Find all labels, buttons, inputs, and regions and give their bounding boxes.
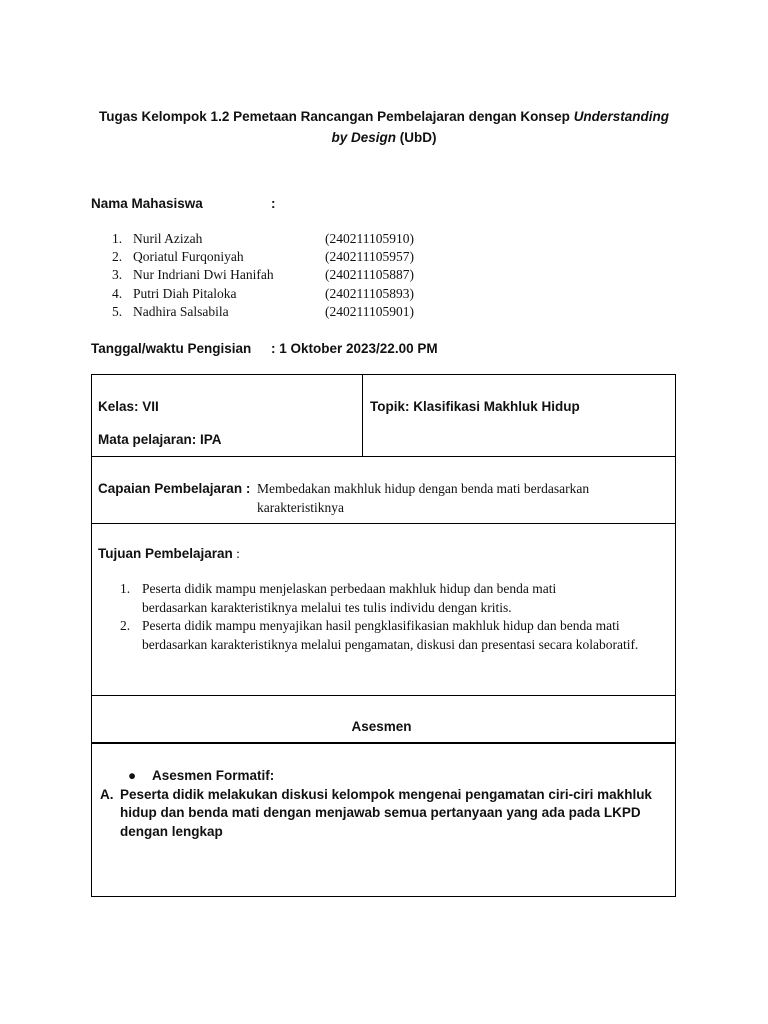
student-id: (240211105901) bbox=[325, 303, 414, 319]
topik-cell: Topik: Klasifikasi Makhluk Hidup bbox=[370, 399, 580, 414]
tujuan-heading bbox=[98, 546, 240, 562]
date-value: : 1 Oktober 2023/22.00 PM bbox=[271, 341, 438, 356]
row-divider bbox=[92, 523, 675, 524]
formatif-bullet-line bbox=[100, 767, 670, 786]
title-part1: Tugas Kelompok 1.2 Pemetaan Rancangan Pembelajaran dengan Konsep bbox=[99, 109, 574, 124]
title-italic-2: by Design bbox=[331, 130, 396, 145]
capaian-line: Membedakan makhluk hidup dengan benda mati berdasarkan bbox=[257, 481, 590, 496]
student-id: (240211105893) bbox=[325, 285, 414, 301]
title-italic-1: Understanding bbox=[573, 109, 669, 124]
formatif-item bbox=[100, 786, 670, 842]
document-title bbox=[86, 106, 682, 148]
list-item bbox=[120, 617, 662, 654]
date-label: Tanggal/waktu Pengisian bbox=[91, 341, 252, 356]
student-id: (240211105957) bbox=[325, 249, 414, 265]
student-name: Putri Diah Pitaloka bbox=[133, 285, 237, 301]
date-row bbox=[91, 341, 438, 356]
mapel-cell: Mata pelajaran: IPA bbox=[98, 432, 222, 447]
student-row bbox=[112, 266, 414, 284]
column-divider bbox=[362, 375, 363, 456]
row-divider bbox=[92, 456, 675, 457]
item-text: Peserta didik mampu menyajikan hasil pengklasifikasian makhluk hidup dan benda mati berdasarkan karakteristiknya melalui pengamatan, diskusi dan presentasi secara kolaboratif. bbox=[142, 618, 639, 652]
item-number: 2. bbox=[120, 618, 131, 633]
capaian-line: karakteristiknya bbox=[257, 499, 344, 515]
row-divider bbox=[92, 742, 675, 744]
formatif-label: Asesmen Formatif: bbox=[152, 768, 275, 783]
tujuan-colon: : bbox=[232, 546, 240, 561]
student-number: 5. bbox=[112, 303, 123, 319]
asesmen-header bbox=[92, 719, 675, 734]
row-divider bbox=[92, 695, 675, 696]
student-number: 4. bbox=[112, 285, 123, 301]
students-label: Nama Mahasiswa bbox=[91, 196, 203, 211]
student-number: 1. bbox=[112, 231, 123, 246]
capaian-label: Capaian Pembelajaran : bbox=[98, 481, 251, 496]
item-letter: A. bbox=[100, 786, 114, 802]
kelas-cell: Kelas: VII bbox=[98, 399, 159, 414]
student-number: 3. bbox=[112, 267, 123, 283]
students-colon: : bbox=[271, 196, 276, 211]
student-row bbox=[112, 230, 414, 248]
student-id: (240211105910) bbox=[325, 231, 414, 246]
capaian-text bbox=[257, 480, 589, 517]
tujuan-list bbox=[120, 580, 662, 654]
student-number: 2. bbox=[112, 249, 123, 265]
student-id: (240211105887) bbox=[325, 267, 414, 283]
students-list bbox=[112, 230, 414, 321]
item-text: Peserta didik mampu menjelaskan perbedaan makhluk hidup dan benda mati berdasarkan karakteristiknya melalui tes tulis individu dengan kritis. bbox=[142, 581, 557, 615]
title-part2: (UbD) bbox=[396, 130, 437, 145]
asesmen-header-text: Asesmen bbox=[351, 719, 412, 734]
student-name: Qoriatul Furqoniyah bbox=[133, 249, 244, 265]
asesmen-formatif bbox=[100, 767, 670, 841]
student-row bbox=[112, 285, 414, 303]
ubd-table bbox=[91, 374, 676, 897]
student-row bbox=[112, 303, 414, 321]
tujuan-label: Tujuan Pembelajaran bbox=[98, 546, 233, 561]
item-text: Peserta didik melakukan diskusi kelompok mengenai pengamatan ciri-ciri makhluk hidup dan benda mati dengan menjawab semua pertanyaan yang ada pada LKPD dengan lengkap bbox=[120, 786, 652, 839]
student-name: Nur Indriani Dwi Hanifah bbox=[133, 267, 274, 283]
student-name: Nuril Azizah bbox=[133, 231, 203, 246]
list-item bbox=[120, 580, 662, 617]
student-row bbox=[112, 248, 414, 266]
students-label-row bbox=[91, 196, 276, 211]
bullet-icon: ● bbox=[128, 768, 137, 783]
item-number: 1. bbox=[120, 581, 131, 596]
student-name: Nadhira Salsabila bbox=[133, 303, 229, 319]
